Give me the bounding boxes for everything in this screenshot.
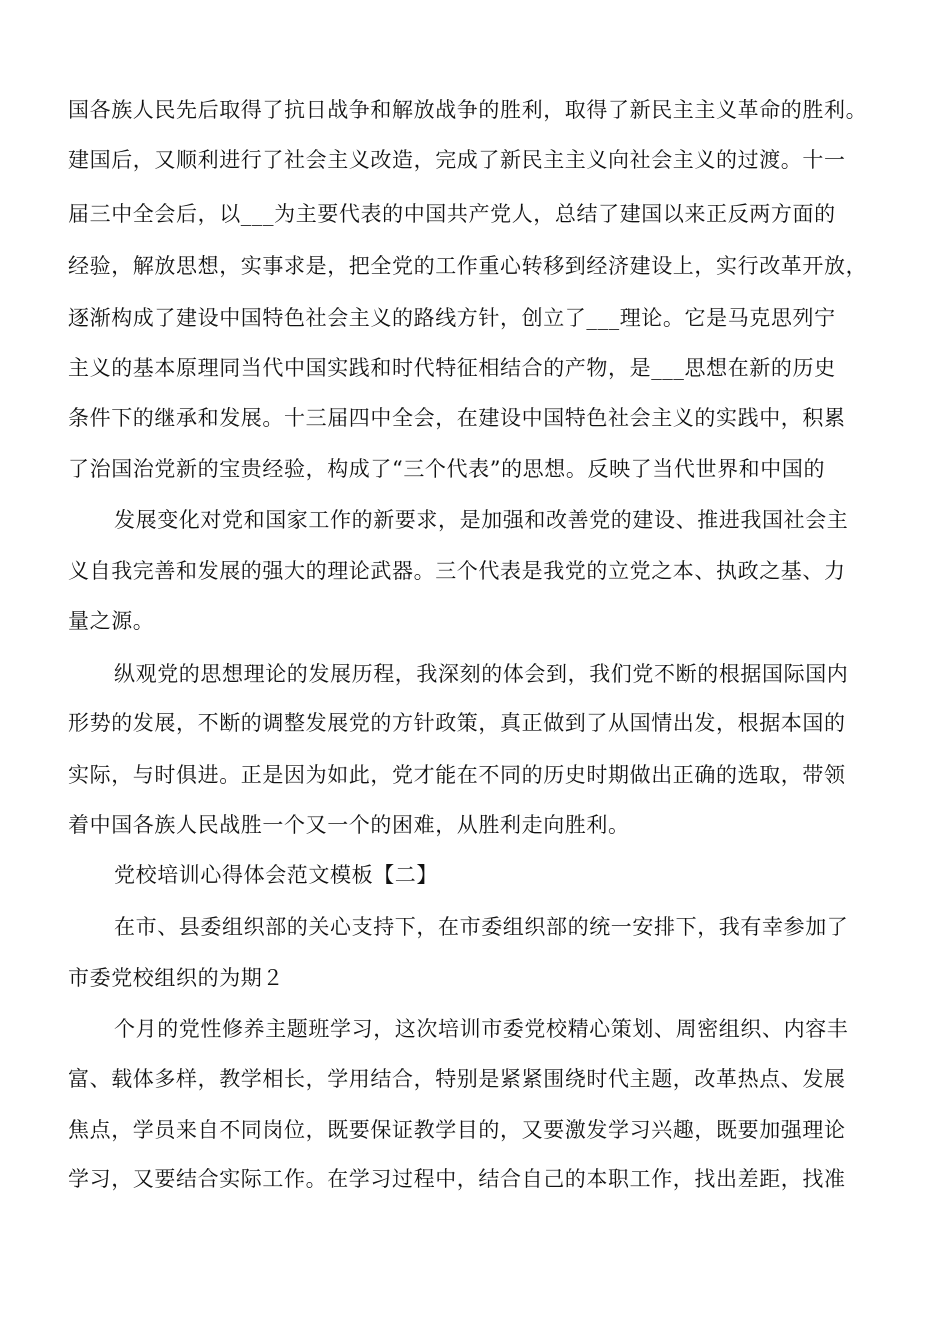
text-line: 条件下的继承和发展。十三届四中全会，在建设中国特色社会主义的实践中，积累 (68, 406, 846, 430)
text-line: 着中国各族人民战胜一个又一个的困难，从胜利走向胜利。 (68, 813, 630, 837)
text-line: 届三中全会后，以___为主要代表的中国共产党人，总结了建国以来正反两方面的 (68, 202, 836, 226)
text-line: 量之源。 (68, 609, 155, 633)
text-line: 学习，又要结合实际工作。在学习过程中，结合自己的本职工作，找出差距，找准 (68, 1167, 846, 1191)
paragraph-first-line: 在市、县委组织部的关心支持下，在市委组织部的统一安排下，我有幸参加了 (114, 915, 849, 939)
text-line: 实际，与时俱进。正是因为如此，党才能在不同的历史时期做出正确的选取，带领 (68, 763, 846, 787)
paragraph-first-line: 发展变化对党和国家工作的新要求，是加强和改善党的建设、推进我国社会主 (114, 508, 849, 532)
text-line: 主义的基本原理同当代中国实践和时代特征相结合的产物，是___思想在新的历史 (68, 356, 836, 380)
text-line: 逐渐构成了建设中国特色社会主义的路线方针，创立了___理论。它是马克思列宁 (68, 306, 836, 330)
text-line: 义自我完善和发展的强大的理论武器。三个代表是我党的立党之本、执政之基、力 (68, 559, 846, 583)
paragraph-first-line: 纵观党的思想理论的发展历程，我深刻的体会到，我们党不断的根据国际国内 (114, 662, 849, 686)
text-line: 富、载体多样，教学相长，学用结合，特别是紧紧围绕时代主题，改革热点、发展 (68, 1067, 846, 1091)
text-line: 经验，解放思想，实事求是，把全党的工作重心转移到经济建设上，实行改革开放， (68, 254, 868, 278)
text-line: 国各族人民先后取得了抗日战争和解放战争的胜利，取得了新民主主义革命的胜利。 (68, 98, 868, 122)
text-line: 建国后，又顺利进行了社会主义改造，完成了新民主主义向社会主义的过渡。十一 (68, 148, 846, 172)
text-line: 形势的发展，不断的调整发展党的方针政策，真正做到了从国情出发，根据本国的 (68, 711, 846, 735)
section-heading: 党校培训心得体会范文模板【二】 (114, 863, 438, 887)
text-line: 焦点，学员来自不同岗位，既要保证教学目的，又要激发学习兴趣，既要加强理论 (68, 1118, 846, 1142)
paragraph-first-line: 个月的党性修养主题班学习，这次培训市委党校精心策划、周密组织、内容丰 (114, 1017, 849, 1041)
text-line: 了治国治党新的宝贵经验，构成了“三个代表”的思想。反映了当代世界和中国的 (68, 457, 826, 481)
text-line: 市委党校组织的为期２ (68, 966, 284, 990)
